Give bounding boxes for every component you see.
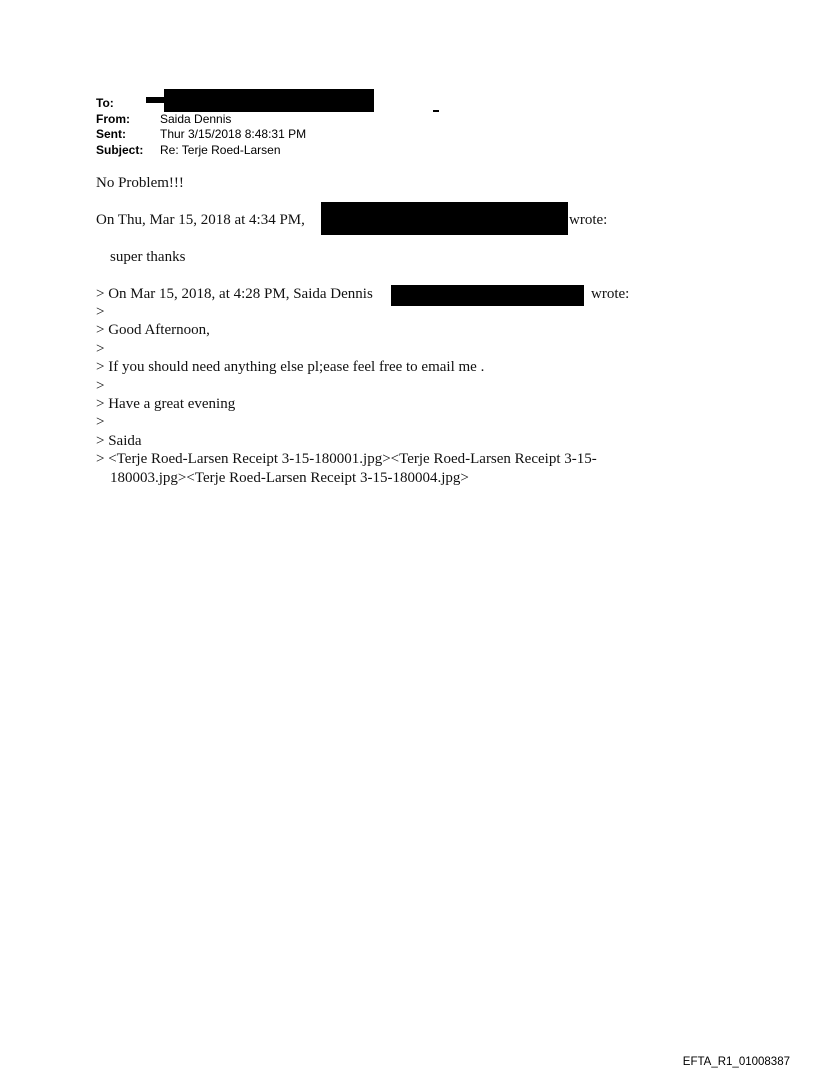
quoted-line: > bbox=[96, 341, 105, 357]
redaction-bar bbox=[391, 285, 584, 306]
redaction-bar bbox=[146, 97, 164, 103]
to-label: To: bbox=[96, 96, 114, 110]
redaction-bar bbox=[164, 89, 374, 112]
sent-label: Sent: bbox=[96, 127, 126, 141]
quoted-line: > <Terje Roed-Larsen Receipt 3-15-180001.jpg><Terje Roed-Larsen Receipt 3-15- bbox=[96, 451, 597, 467]
from-value: Saida Dennis bbox=[160, 112, 232, 126]
quoted-line: 180003.jpg><Terje Roed-Larsen Receipt 3-15-180004.jpg> bbox=[110, 470, 469, 486]
quoted-reply: super thanks bbox=[110, 249, 186, 265]
quoted-line: > bbox=[96, 378, 105, 394]
quoted-line: > If you should need anything else pl;ease feel free to email me . bbox=[96, 359, 485, 375]
quoted-line: > bbox=[96, 304, 105, 320]
reply-text: No Problem!!! bbox=[96, 175, 184, 191]
quoted-line: > bbox=[96, 414, 105, 430]
quoted-line-suffix: wrote: bbox=[591, 286, 630, 302]
redaction-bar bbox=[321, 202, 568, 235]
quote-intro-suffix: wrote: bbox=[569, 212, 608, 228]
redaction-mark bbox=[433, 110, 439, 112]
sent-value: Thur 3/15/2018 8:48:31 PM bbox=[160, 127, 307, 141]
subject-value: Re: Terje Roed-Larsen bbox=[160, 143, 281, 157]
quote-intro-prefix: On Thu, Mar 15, 2018 at 4:34 PM, bbox=[96, 212, 305, 228]
from-label: From: bbox=[96, 112, 130, 126]
quoted-line: > Saida bbox=[96, 433, 142, 449]
subject-label: Subject: bbox=[96, 143, 144, 157]
quoted-line: > Good Afternoon, bbox=[96, 322, 210, 338]
quoted-line: > On Mar 15, 2018, at 4:28 PM, Saida Dennis bbox=[96, 286, 373, 302]
quoted-line: > Have a great evening bbox=[96, 396, 236, 412]
document-id: EFTA_R1_01008387 bbox=[682, 1056, 790, 1068]
